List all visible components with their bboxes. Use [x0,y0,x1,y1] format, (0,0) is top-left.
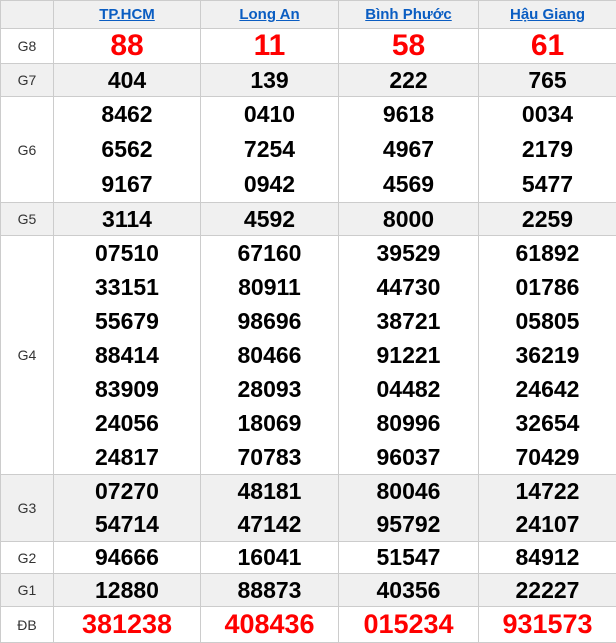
prize-number: 01786 [479,270,616,304]
row-label-g8: G8 [1,29,54,64]
column-header-tphcm [54,1,201,29]
prize-db-tphcm: 381238 [54,607,201,643]
row-label-g7: G7 [1,64,54,97]
prize-number: 14722 [479,475,616,508]
column-header-long-an [201,1,339,29]
column-header-hau-giang [479,1,616,29]
prize-g7-hau-giang: 765 [479,64,616,97]
prize-g1-hau-giang: 22227 [479,574,616,607]
prize-number: 70429 [479,440,616,474]
prize-g6-tphcm [54,97,201,203]
prize-g4-binh-phuoc [339,236,479,475]
row-g8 [1,29,616,64]
prize-number: 47142 [201,508,338,541]
prize-number: 07270 [54,475,200,508]
prize-number: 7254 [201,132,338,167]
prize-g7-binh-phuoc: 222 [339,64,479,97]
prize-number: 28093 [201,372,338,406]
row-label-g6: G6 [1,97,54,203]
row-g6 [1,97,616,203]
prize-g5-hau-giang: 2259 [479,203,616,236]
prize-number: 80046 [339,475,478,508]
prize-number: 44730 [339,270,478,304]
prize-number: 33151 [54,270,200,304]
prize-number: 96037 [339,440,478,474]
province-link-hau-giang[interactable]: Hậu Giang [510,6,585,23]
province-link-tphcm[interactable]: TP.HCM [99,6,155,23]
row-g3 [1,475,616,542]
prize-g3-tphcm [54,475,201,542]
row-label-g5: G5 [1,203,54,236]
prize-number: 5477 [479,167,616,202]
prize-number: 38721 [339,304,478,338]
prize-number: 4967 [339,132,478,167]
province-link-binh-phuoc[interactable]: Bình Phước [365,6,452,23]
row-g7 [1,64,616,97]
column-header-binh-phuoc [339,1,479,29]
prize-number: 67160 [201,236,338,270]
prize-number: 24107 [479,508,616,541]
prize-g5-long-an: 4592 [201,203,339,236]
row-label-db: ĐB [1,607,54,643]
prize-number: 0410 [201,97,338,132]
prize-g4-tphcm [54,236,201,475]
row-g5 [1,203,616,236]
prize-g6-binh-phuoc [339,97,479,203]
row-db [1,607,616,643]
prize-number: 9618 [339,97,478,132]
prize-number: 36219 [479,338,616,372]
prize-g4-long-an [201,236,339,475]
row-label-g3: G3 [1,475,54,542]
prize-number: 04482 [339,372,478,406]
prize-number: 18069 [201,406,338,440]
prize-number: 0942 [201,167,338,202]
row-label-g2: G2 [1,542,54,574]
prize-number: 70783 [201,440,338,474]
prize-number: 80911 [201,270,338,304]
prize-number: 91221 [339,338,478,372]
prize-g7-long-an: 139 [201,64,339,97]
prize-g2-long-an: 16041 [201,542,339,574]
prize-number: 0034 [479,97,616,132]
province-link-long-an[interactable]: Long An [239,6,299,23]
prize-db-binh-phuoc: 015234 [339,607,479,643]
prize-g8-hau-giang: 61 [479,29,616,64]
prize-number: 80466 [201,338,338,372]
prize-g2-hau-giang: 84912 [479,542,616,574]
prize-g1-tphcm: 12880 [54,574,201,607]
prize-number: 98696 [201,304,338,338]
prize-number: 9167 [54,167,200,202]
prize-g5-binh-phuoc: 8000 [339,203,479,236]
row-label-g1: G1 [1,574,54,607]
prize-number: 24817 [54,440,200,474]
prize-number: 48181 [201,475,338,508]
prize-number: 8462 [54,97,200,132]
prize-number: 2179 [479,132,616,167]
prize-g2-tphcm: 94666 [54,542,201,574]
row-g1 [1,574,616,607]
prize-g7-tphcm: 404 [54,64,201,97]
prize-number: 6562 [54,132,200,167]
prize-g8-long-an: 11 [201,29,339,64]
prize-g4-hau-giang [479,236,616,475]
prize-number: 80996 [339,406,478,440]
prize-db-hau-giang: 931573 [479,607,616,643]
prize-number: 88414 [54,338,200,372]
prize-g6-long-an [201,97,339,203]
prize-number: 32654 [479,406,616,440]
prize-number: 05805 [479,304,616,338]
prize-number: 61892 [479,236,616,270]
row-g2 [1,542,616,574]
prize-g1-binh-phuoc: 40356 [339,574,479,607]
prize-g3-long-an [201,475,339,542]
prize-g3-hau-giang [479,475,616,542]
prize-number: 07510 [54,236,200,270]
row-g4 [1,236,616,475]
prize-g6-hau-giang [479,97,616,203]
prize-number: 24056 [54,406,200,440]
prize-g2-binh-phuoc: 51547 [339,542,479,574]
prize-g8-binh-phuoc: 58 [339,29,479,64]
prize-number: 83909 [54,372,200,406]
prize-g5-tphcm: 3114 [54,203,201,236]
header-row [1,1,616,29]
prize-number: 39529 [339,236,478,270]
row-label-g4: G4 [1,236,54,475]
prize-g3-binh-phuoc [339,475,479,542]
prize-number: 4569 [339,167,478,202]
prize-db-long-an: 408436 [201,607,339,643]
prize-g8-tphcm: 88 [54,29,201,64]
prize-number: 54714 [54,508,200,541]
prize-number: 95792 [339,508,478,541]
prize-g1-long-an: 88873 [201,574,339,607]
prize-number: 55679 [54,304,200,338]
corner-cell [1,1,54,29]
prize-number: 24642 [479,372,616,406]
